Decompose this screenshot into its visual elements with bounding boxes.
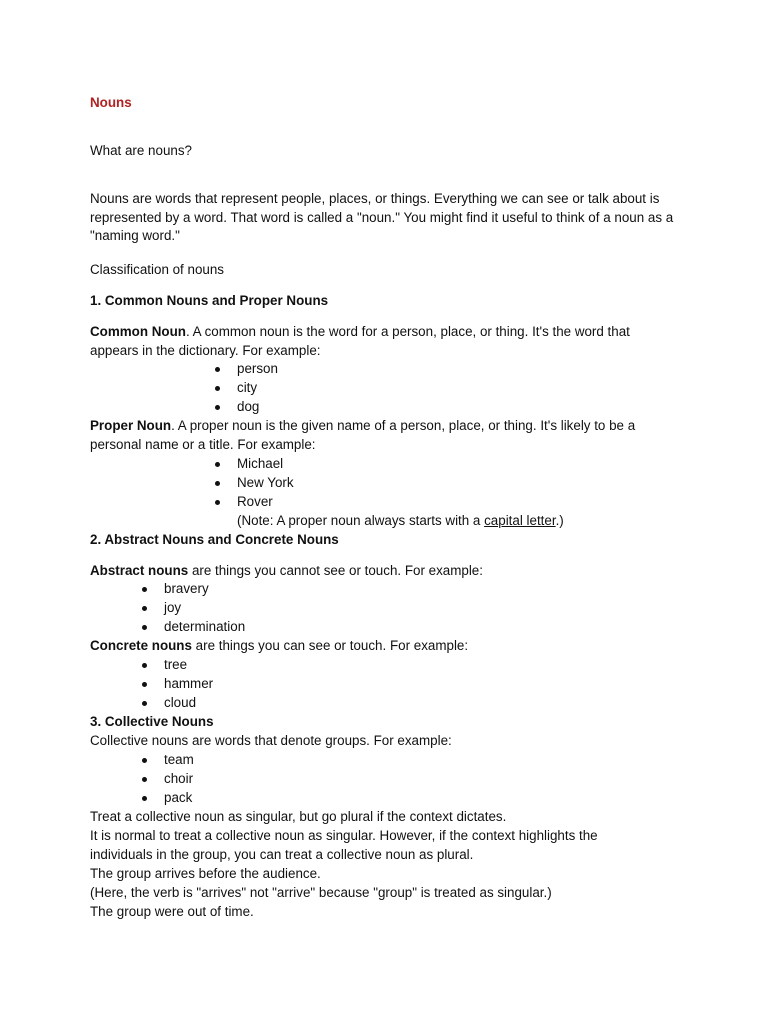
section-1-heading: 1. Common Nouns and Proper Nouns <box>90 293 329 308</box>
example-singular-note: (Here, the verb is "arrives" not "arrive" because "group" is treated as singular.) <box>90 885 552 900</box>
common-noun-paragraph: Common Noun. A common noun is the word for a person, place, or thing. It's the word that appears in the dictionary. For example: <box>90 324 630 358</box>
section-2-heading: 2. Abstract Nouns and Concrete Nouns <box>90 532 339 547</box>
list-item: bravery <box>164 580 245 599</box>
common-noun-list <box>237 360 278 417</box>
list-item: person <box>237 360 278 379</box>
list-item: hammer <box>164 675 213 694</box>
list-item: choir <box>164 770 194 789</box>
collective-noun-paragraph: Collective nouns are words that denote groups. For example: <box>90 733 452 748</box>
proper-noun-note: (Note: A proper noun always starts with a capital letter.) <box>237 513 564 528</box>
concrete-noun-label: Concrete nouns <box>90 638 192 653</box>
proper-noun-list <box>237 455 294 512</box>
list-item: pack <box>164 789 194 808</box>
proper-noun-label: Proper Noun <box>90 418 172 433</box>
list-item: dog <box>237 398 278 417</box>
concrete-noun-paragraph: Concrete nouns are things you can see or touch. For example: <box>90 638 469 653</box>
list-item: team <box>164 751 194 770</box>
list-item: tree <box>164 656 213 675</box>
collective-noun-list <box>164 751 194 808</box>
list-item: joy <box>164 599 245 618</box>
list-item: determination <box>164 618 245 637</box>
rule-line: Treat a collective noun as singular, but go plural if the context dictates. <box>90 809 507 824</box>
list-item: cloud <box>164 694 213 713</box>
capital-letter-link[interactable]: capital letter <box>484 513 556 528</box>
doc-title: Nouns <box>90 95 132 110</box>
section-3-heading: 3. Collective Nouns <box>90 714 214 729</box>
classification-text: Classification of nouns <box>90 262 224 277</box>
question-text: What are nouns? <box>90 143 192 158</box>
intro-paragraph: Nouns are words that represent people, places, or things. Everything we can see or talk about is represented by a word. That word is called a "noun." You might find it useful to think of a noun as a "naming word." <box>90 191 674 244</box>
abstract-noun-label: Abstract nouns <box>90 563 189 578</box>
example-plural: The group were out of time. <box>90 904 254 919</box>
list-item: city <box>237 379 278 398</box>
list-item: New York <box>237 474 294 493</box>
example-singular: The group arrives before the audience. <box>90 866 321 881</box>
abstract-noun-list <box>164 580 245 637</box>
concrete-noun-list <box>164 656 213 713</box>
abstract-noun-paragraph: Abstract nouns are things you cannot see or touch. For example: <box>90 563 483 578</box>
list-item: Rover <box>237 493 294 512</box>
proper-noun-paragraph: Proper Noun. A proper noun is the given name of a person, place, or thing. It's likely to be a personal name or a title. For example: <box>90 418 636 452</box>
list-item: Michael <box>237 455 294 474</box>
common-noun-label: Common Noun <box>90 324 186 339</box>
explanation-paragraph: It is normal to treat a collective noun as singular. However, if the context highlights the individuals in the group, you can treat a collective noun as plural. <box>90 828 598 862</box>
